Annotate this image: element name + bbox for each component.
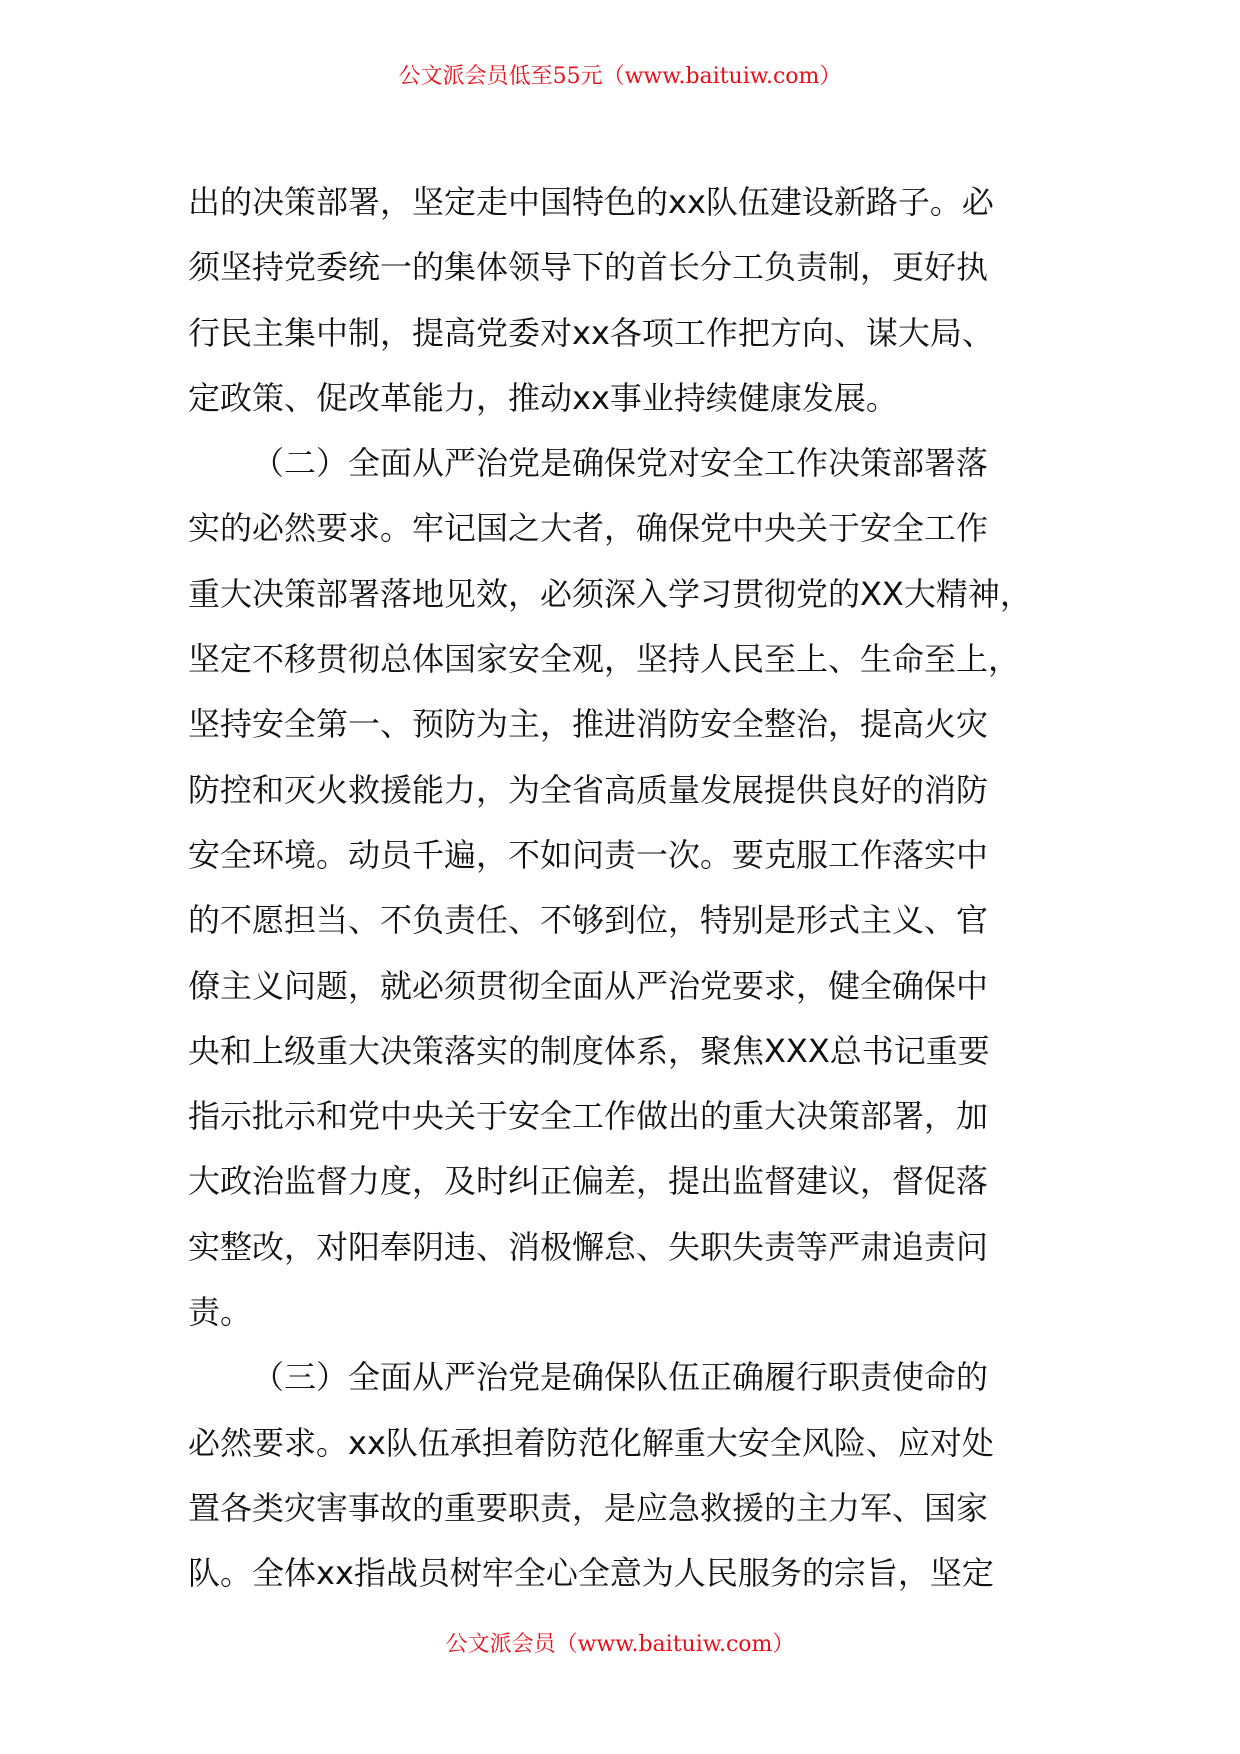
text-line: 出的决策部署，坚定走中国特色的xx队伍建设新路子。必 [188,183,994,221]
text-line: 实的必然要求。牢记国之大者，确保党中央关于安全工作 [188,509,989,548]
text-line: （二）全面从严治党是确保党对安全工作决策部署落 [252,444,989,483]
document-body [188,170,1088,1607]
text-line: 安全环境。动员千遍，不如问责一次。要克服工作落实中 [188,835,989,874]
text-line: 僚主义问题，就必须贯彻全面从严治党要求，健全确保中 [188,966,989,1005]
text-line: 指示批示和党中央关于安全工作做出的重大决策部署，加 [188,1097,989,1136]
text-line: 置各类灾害事故的重要职责，是应急救援的主力军、国家 [188,1488,989,1527]
text-line: 行民主集中制，提高党委对xx各项工作把方向、谋大局、 [188,313,994,352]
header-watermark: 公文派会员低至55元（www.baituiw.com） [398,64,842,89]
text-line: 定政策、促改革能力，推动xx事业持续健康发展。 [188,378,898,417]
text-line: 央和上级重大决策落实的制度体系，聚焦XXX总书记重要 [188,1031,990,1070]
text-line: 实整改，对阳奉阴违、消极懈怠、失职失责等严肃追责问 [188,1227,989,1266]
text-line: 坚持安全第一、预防为主，推进消防安全整治，提高火灾 [188,705,989,744]
text-line: 队。全体xx指战员树牢全心全意为人民服务的宗旨，坚定 [188,1554,994,1593]
text-line: 重大决策部署落地见效，必须深入学习贯彻党的XX大精神， [188,574,1032,613]
text-line: 防控和灭火救援能力，为全省高质量发展提供良好的消防 [188,770,989,809]
footer-watermark: 公文派会员（www.baituiw.com） [445,1632,795,1657]
text-line: 须坚持党委统一的集体领导下的首长分工负责制，更好执 [188,248,989,287]
text-line: 必然要求。xx队伍承担着防范化解重大安全风险、应对处 [188,1423,994,1462]
text-line: 的不愿担当、不负责任、不够到位，特别是形式主义、官 [188,901,989,940]
text-line: 大政治监督力度，及时纠正偏差，提出监督建议，督促落 [188,1162,989,1201]
text-line: 责。 [188,1293,253,1332]
text-line: 坚定不移贯彻总体国家安全观，坚持人民至上、生命至上， [188,640,1021,679]
text-line: （三）全面从严治党是确保队伍正确履行职责使命的 [252,1358,989,1397]
